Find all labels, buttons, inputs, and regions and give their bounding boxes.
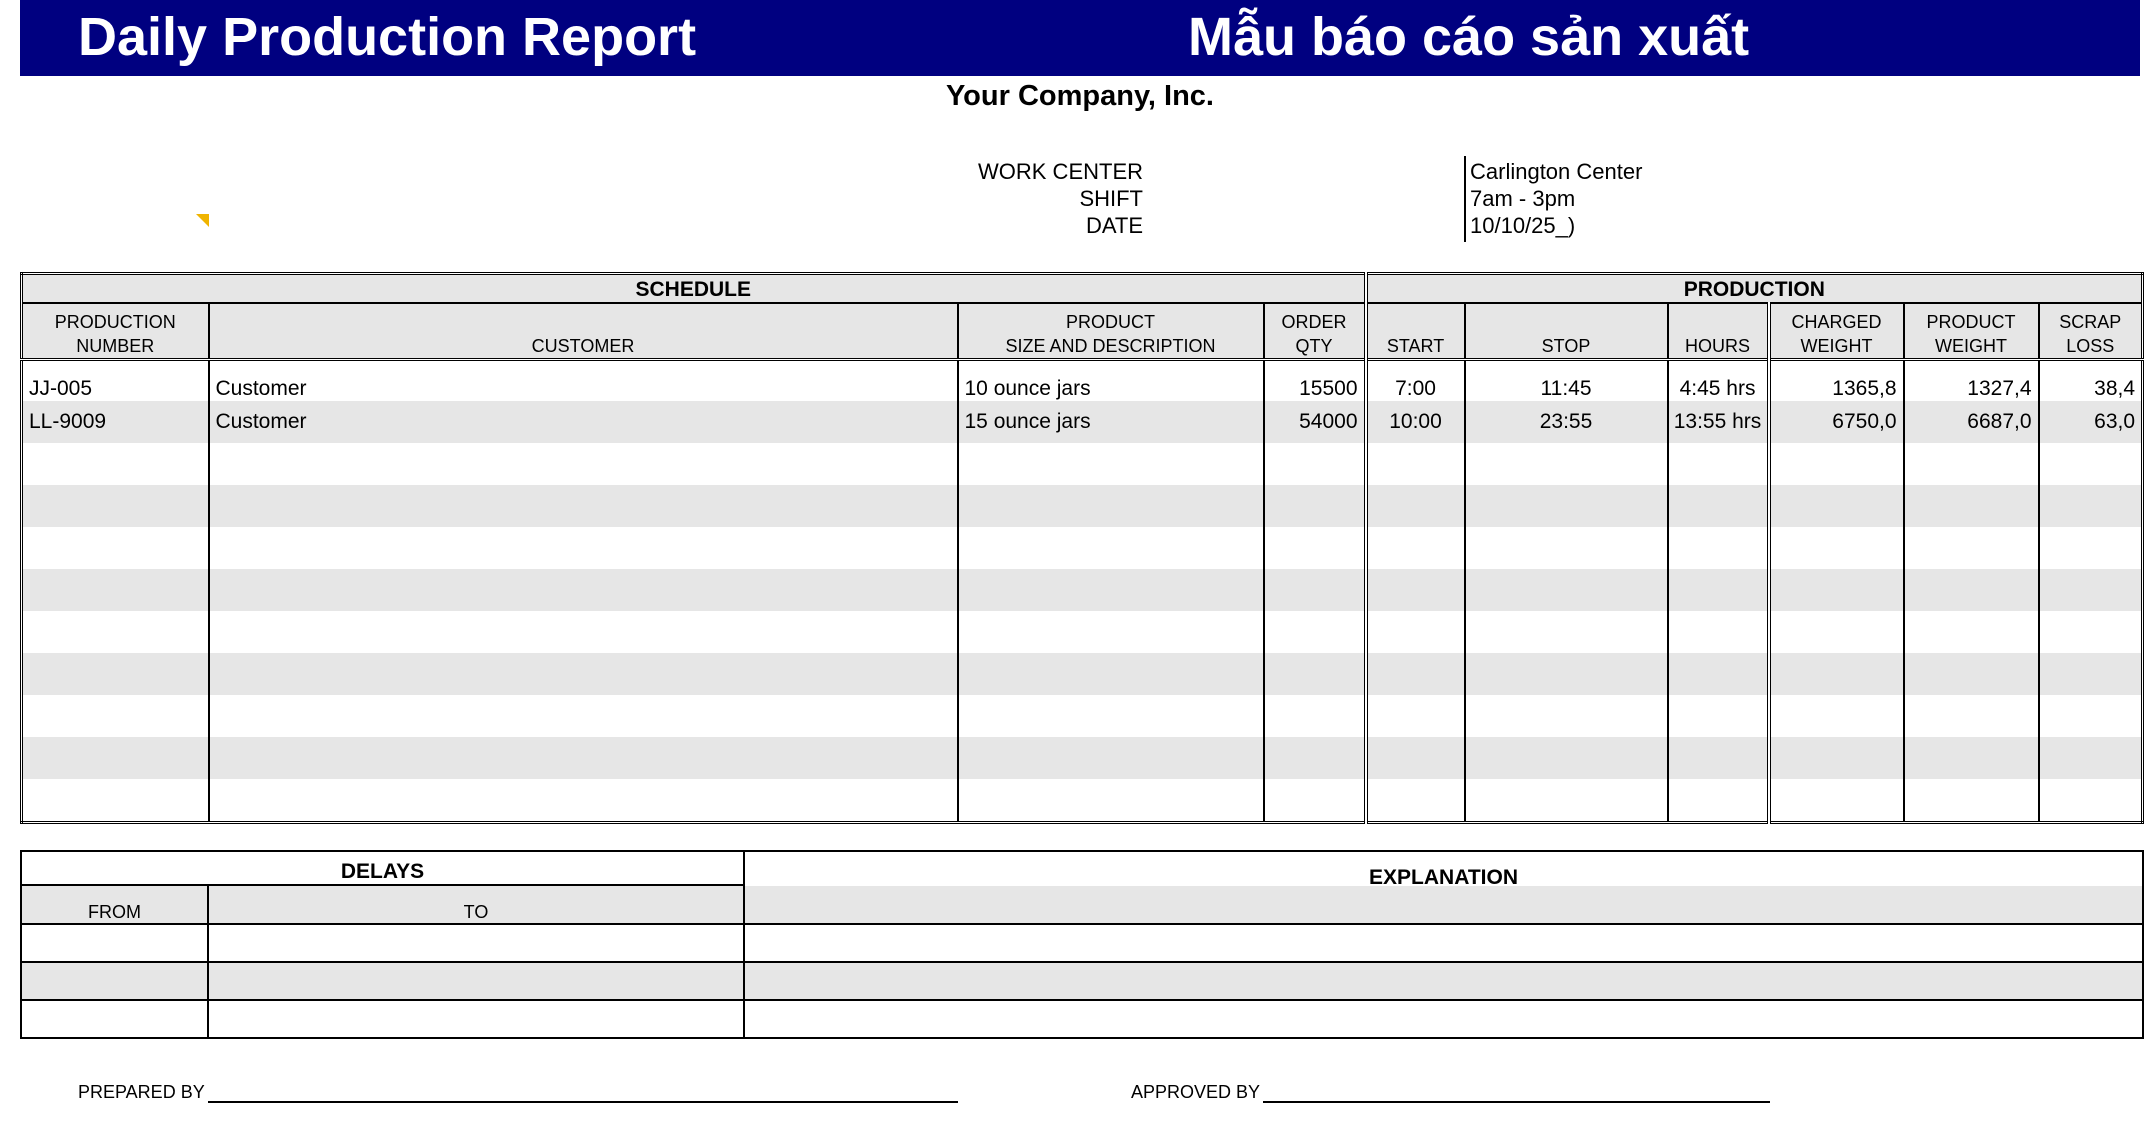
company-name[interactable]: Your Company, Inc. — [945, 80, 1214, 112]
empty-cell[interactable] — [1769, 653, 1904, 695]
column-header-row — [22, 303, 2143, 360]
empty-cell[interactable] — [22, 737, 209, 779]
empty-cell[interactable] — [1668, 695, 1769, 737]
delay-from-cell[interactable] — [21, 924, 208, 962]
empty-cell[interactable] — [1264, 443, 1366, 485]
empty-cell[interactable] — [1465, 653, 1668, 695]
empty-cell[interactable] — [1465, 527, 1668, 569]
explanation-section-header: EXPLANATION — [744, 851, 2143, 924]
table-row — [22, 360, 2143, 402]
delays-table — [20, 850, 2144, 1039]
empty-cell[interactable] — [1769, 485, 1904, 527]
stop-cell[interactable]: 11:45 — [1465, 360, 1668, 402]
delay-row — [21, 924, 2143, 962]
empty-cell[interactable] — [1769, 779, 1904, 823]
empty-table-row — [22, 443, 2143, 485]
explanation-cell[interactable] — [744, 962, 2143, 1000]
empty-cell[interactable] — [1264, 569, 1366, 611]
work-center-label: WORK CENTER — [978, 159, 1143, 184]
empty-cell[interactable] — [2039, 611, 2143, 653]
production-table — [20, 272, 2144, 824]
empty-cell[interactable] — [22, 611, 209, 653]
product-weight-cell[interactable]: 1327,4 — [1904, 360, 2039, 402]
order-qty-cell[interactable]: 15500 — [1264, 360, 1366, 402]
production-section-header: PRODUCTION — [1366, 274, 2143, 304]
product-weight-header: PRODUCT WEIGHT — [1904, 303, 2039, 360]
delay-row — [21, 962, 2143, 1000]
empty-cell[interactable] — [2039, 443, 2143, 485]
empty-cell[interactable] — [1465, 737, 1668, 779]
date-label: DATE — [1085, 213, 1143, 238]
empty-cell[interactable] — [1769, 527, 1904, 569]
empty-cell[interactable] — [1668, 485, 1769, 527]
empty-cell[interactable] — [2039, 653, 2143, 695]
production-number-cell[interactable]: LL-9009 — [22, 401, 209, 443]
start-cell[interactable]: 10:00 — [1366, 401, 1465, 443]
table-row — [22, 401, 2143, 443]
empty-cell[interactable] — [2039, 695, 2143, 737]
empty-cell[interactable] — [1769, 737, 1904, 779]
stop-cell[interactable]: 23:55 — [1465, 401, 1668, 443]
empty-cell[interactable] — [1366, 485, 1465, 527]
scrap-loss-header: SCRAP LOSS — [2039, 303, 2143, 360]
start-header: START — [1366, 303, 1465, 360]
delay-to-cell[interactable] — [208, 924, 744, 962]
empty-cell[interactable] — [209, 653, 958, 695]
product-header: PRODUCT SIZE AND DESCRIPTION — [958, 303, 1264, 360]
empty-cell[interactable] — [1264, 527, 1366, 569]
empty-cell[interactable] — [1264, 779, 1366, 823]
empty-cell[interactable] — [1668, 737, 1769, 779]
empty-cell[interactable] — [1904, 779, 2039, 823]
empty-cell[interactable] — [1366, 653, 1465, 695]
empty-cell[interactable] — [22, 653, 209, 695]
empty-cell[interactable] — [1465, 779, 1668, 823]
empty-cell[interactable] — [1264, 695, 1366, 737]
stop-header: STOP — [1465, 303, 1668, 360]
empty-cell[interactable] — [209, 569, 958, 611]
empty-cell[interactable] — [1366, 695, 1465, 737]
explanation-cell[interactable] — [744, 1000, 2143, 1038]
empty-cell[interactable] — [1366, 611, 1465, 653]
comment-indicator-icon[interactable] — [196, 214, 209, 227]
empty-cell[interactable] — [1465, 611, 1668, 653]
shift-label: SHIFT — [1079, 186, 1143, 211]
empty-cell[interactable] — [1264, 737, 1366, 779]
charged-weight-header: CHARGED WEIGHT — [1769, 303, 1904, 360]
empty-cell[interactable] — [1904, 485, 2039, 527]
charged-weight-cell[interactable]: 6750,0 — [1769, 401, 1904, 443]
empty-cell[interactable] — [2039, 527, 2143, 569]
date-value[interactable]: 10/10/25_) — [1470, 213, 1576, 238]
empty-cell[interactable] — [1465, 695, 1668, 737]
work-center-value[interactable]: Carlington Center — [1470, 159, 1643, 184]
section-header-row — [22, 274, 2143, 304]
empty-cell[interactable] — [1769, 695, 1904, 737]
delay-to-cell[interactable] — [208, 962, 744, 1000]
empty-cell[interactable] — [2039, 737, 2143, 779]
title-banner — [20, 0, 2140, 76]
empty-cell[interactable] — [1904, 695, 2039, 737]
empty-cell[interactable] — [958, 611, 1264, 653]
delay-to-cell[interactable] — [208, 1000, 744, 1038]
prepared-by-signature-line[interactable] — [208, 1101, 958, 1103]
order-qty-header: ORDER QTY — [1264, 303, 1366, 360]
schedule-section-header: SCHEDULE — [22, 274, 1366, 304]
empty-table-row — [22, 779, 2143, 823]
empty-cell[interactable] — [958, 737, 1264, 779]
empty-cell[interactable] — [1904, 611, 2039, 653]
hours-cell[interactable]: 13:55 hrs — [1668, 401, 1769, 443]
scrap-loss-cell[interactable]: 38,4 — [2039, 360, 2143, 402]
empty-cell[interactable] — [22, 569, 209, 611]
empty-cell[interactable] — [1668, 653, 1769, 695]
shift-value[interactable]: 7am - 3pm — [1470, 186, 1576, 211]
approved-by-signature-line[interactable] — [1263, 1101, 1770, 1103]
scrap-loss-cell[interactable]: 63,0 — [2039, 401, 2143, 443]
empty-cell[interactable] — [958, 527, 1264, 569]
empty-cell[interactable] — [1264, 653, 1366, 695]
empty-cell[interactable] — [1668, 779, 1769, 823]
empty-cell[interactable] — [1264, 611, 1366, 653]
product-weight-cell[interactable]: 6687,0 — [1904, 401, 2039, 443]
empty-cell[interactable] — [209, 611, 958, 653]
empty-table-row — [22, 527, 2143, 569]
empty-cell[interactable] — [1366, 737, 1465, 779]
delay-to-header: TO — [208, 885, 744, 924]
delay-from-cell[interactable] — [21, 962, 208, 1000]
empty-cell[interactable] — [958, 653, 1264, 695]
empty-cell[interactable] — [2039, 779, 2143, 823]
empty-cell[interactable] — [1904, 737, 2039, 779]
empty-cell[interactable] — [1465, 443, 1668, 485]
empty-cell[interactable] — [2039, 569, 2143, 611]
empty-table-row — [22, 653, 2143, 695]
empty-cell[interactable] — [1904, 569, 2039, 611]
empty-cell[interactable] — [22, 779, 209, 823]
empty-cell[interactable] — [209, 527, 958, 569]
empty-cell[interactable] — [1366, 527, 1465, 569]
hours-header: HOURS — [1668, 303, 1769, 360]
report-title-english: Daily Production Report — [78, 7, 697, 67]
delays-section-header: DELAYS — [21, 851, 744, 885]
empty-cell[interactable] — [1465, 569, 1668, 611]
production-number-cell[interactable]: JJ-005 — [22, 360, 209, 402]
empty-cell[interactable] — [1465, 485, 1668, 527]
report-title-vietnamese: Mẫu báo cáo sản xuất — [1188, 7, 1750, 67]
hours-cell[interactable]: 4:45 hrs — [1668, 360, 1769, 402]
info-divider — [1464, 156, 1466, 242]
empty-cell[interactable] — [958, 779, 1264, 823]
empty-cell[interactable] — [209, 485, 958, 527]
empty-cell[interactable] — [1366, 569, 1465, 611]
delay-from-cell[interactable] — [21, 1000, 208, 1038]
empty-table-row — [22, 695, 2143, 737]
empty-cell[interactable] — [209, 695, 958, 737]
delay-from-header: FROM — [21, 885, 208, 924]
empty-cell[interactable] — [958, 695, 1264, 737]
empty-cell[interactable] — [1366, 779, 1465, 823]
empty-cell[interactable] — [958, 569, 1264, 611]
empty-cell[interactable] — [22, 485, 209, 527]
product-cell[interactable]: 15 ounce jars — [958, 401, 1264, 443]
order-qty-cell[interactable]: 54000 — [1264, 401, 1366, 443]
start-cell[interactable]: 7:00 — [1366, 360, 1465, 402]
empty-cell[interactable] — [1668, 527, 1769, 569]
empty-cell[interactable] — [209, 737, 958, 779]
empty-cell[interactable] — [1668, 443, 1769, 485]
empty-cell[interactable] — [1769, 569, 1904, 611]
empty-cell[interactable] — [22, 695, 209, 737]
empty-cell[interactable] — [1769, 443, 1904, 485]
empty-cell[interactable] — [958, 485, 1264, 527]
prepared-by-label: PREPARED BY — [78, 1082, 205, 1102]
empty-cell[interactable] — [1904, 443, 2039, 485]
empty-cell[interactable] — [1668, 611, 1769, 653]
empty-cell[interactable] — [1366, 443, 1465, 485]
empty-table-row — [22, 737, 2143, 779]
empty-cell[interactable] — [1668, 569, 1769, 611]
empty-cell[interactable] — [1904, 653, 2039, 695]
approved-by-label: APPROVED BY — [1131, 1082, 1261, 1102]
empty-table-row — [22, 611, 2143, 653]
empty-cell[interactable] — [22, 443, 209, 485]
product-cell[interactable]: 10 ounce jars — [958, 360, 1264, 402]
charged-weight-cell[interactable]: 1365,8 — [1769, 360, 1904, 402]
delay-row — [21, 1000, 2143, 1038]
empty-cell[interactable] — [209, 443, 958, 485]
empty-table-row — [22, 485, 2143, 527]
empty-cell[interactable] — [958, 443, 1264, 485]
explanation-cell[interactable] — [744, 924, 2143, 962]
empty-cell[interactable] — [209, 779, 958, 823]
empty-cell[interactable] — [22, 527, 209, 569]
customer-cell[interactable]: Customer — [209, 360, 958, 402]
customer-cell[interactable]: Customer — [209, 401, 958, 443]
empty-cell[interactable] — [1769, 611, 1904, 653]
empty-table-row — [22, 569, 2143, 611]
empty-cell[interactable] — [2039, 485, 2143, 527]
empty-cell[interactable] — [1264, 485, 1366, 527]
delays-section-header-row — [21, 851, 2143, 885]
production-number-header: PRODUCTION NUMBER — [22, 303, 209, 360]
customer-header: CUSTOMER — [209, 303, 958, 360]
empty-cell[interactable] — [1904, 527, 2039, 569]
